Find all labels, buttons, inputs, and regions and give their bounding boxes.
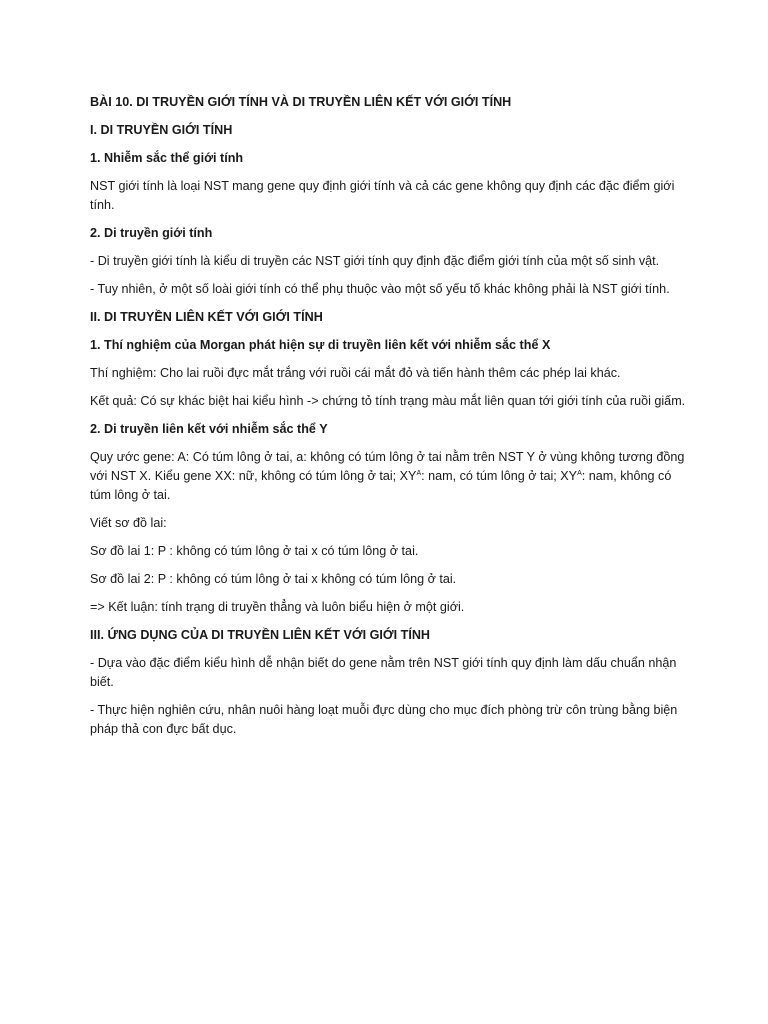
section1-heading: I. DI TRUYỀN GIỚI TÍNH — [90, 123, 233, 137]
section2-result: Kết quả: Có sự khác biệt hai kiểu hình -> chứng tỏ tính trạng màu mắt liên quan tới giới tính của ruồi giấm. — [90, 394, 686, 408]
conclusion: => Kết luận: tính trạng di truyền thẳng và luôn biểu hiện ở một giới. — [90, 600, 465, 614]
gene-convention-part2: : nam, có túm lông ở tai; XY — [421, 469, 578, 483]
cross-diagram-2: Sơ đồ lai 2: P : không có túm lông ở tai x không có túm lông ở tai. — [90, 572, 457, 586]
section3-heading: III. ỨNG DỤNG CỦA DI TRUYỀN LIÊN KẾT VỚI GIỚI TÍNH — [90, 628, 431, 642]
section2-sub2-heading: 2. Di truyền liên kết với nhiễm sắc thể Y — [90, 422, 328, 436]
section1-sub2-heading: 2. Di truyền giới tính — [90, 226, 213, 240]
section2-experiment: Thí nghiệm: Cho lai ruồi đực mắt trắng với ruồi cái mắt đỏ và tiến hành thêm các phép lai khác. — [90, 366, 621, 380]
gene-convention — [90, 448, 688, 505]
gene-convention-sup2: A — [577, 470, 582, 477]
gene-convention-sup1: A — [416, 470, 422, 477]
section2-sub1-heading: 1. Thí nghiệm của Morgan phát hiện sự di truyền liên kết với nhiễm sắc thể X — [90, 338, 551, 352]
section1-sub1-heading: 1. Nhiễm sắc thể giới tính — [90, 151, 244, 165]
section3-point1: - Dựa vào đặc điểm kiểu hình dễ nhận biết do gene nằm trên NST giới tính quy định làm dấu chuẩn nhận biết. — [90, 656, 677, 689]
cross-diagram-1: Sơ đồ lai 1: P : không có túm lông ở tai x có túm lông ở tai. — [90, 544, 419, 558]
section1-sub1-text: NST giới tính là loại NST mang gene quy định giới tính và cả các gene không quy định các đặc điểm giới tính. — [90, 179, 675, 212]
write-diagram-label: Viết sơ đồ lai: — [90, 516, 167, 530]
section3-point2: - Thực hiện nghiên cứu, nhân nuôi hàng loạt muỗi đực dùng cho mục đích phòng trừ côn trùng bằng biện pháp thả con đực bất dục. — [90, 703, 678, 736]
document-title: BÀI 10. DI TRUYỀN GIỚI TÍNH VÀ DI TRUYỀN LIÊN KẾT VỚI GIỚI TÍNH — [90, 95, 512, 109]
section1-sub2-point1: - Di truyền giới tính là kiểu di truyền các NST giới tính quy định đặc điểm giới tính của một số sinh vật. — [90, 254, 660, 268]
gene-convention-part3: : nam, không có túm lông ở tai. — [90, 469, 672, 502]
section1-sub2-point2: - Tuy nhiên, ở một số loài giới tính có thể phụ thuộc vào một số yếu tố khác không phải là NST giới tính. — [90, 282, 670, 296]
gene-convention-part1: Quy ước gene: A: Có túm lông ở tai, a: không có túm lông ở tai nằm trên NST Y ở vùng không tương đồng với NST X. Kiểu gene XX: nữ, không có túm lông ở tai; XY — [90, 450, 685, 483]
section2-heading: II. DI TRUYỀN LIÊN KẾT VỚI GIỚI TÍNH — [90, 310, 323, 324]
